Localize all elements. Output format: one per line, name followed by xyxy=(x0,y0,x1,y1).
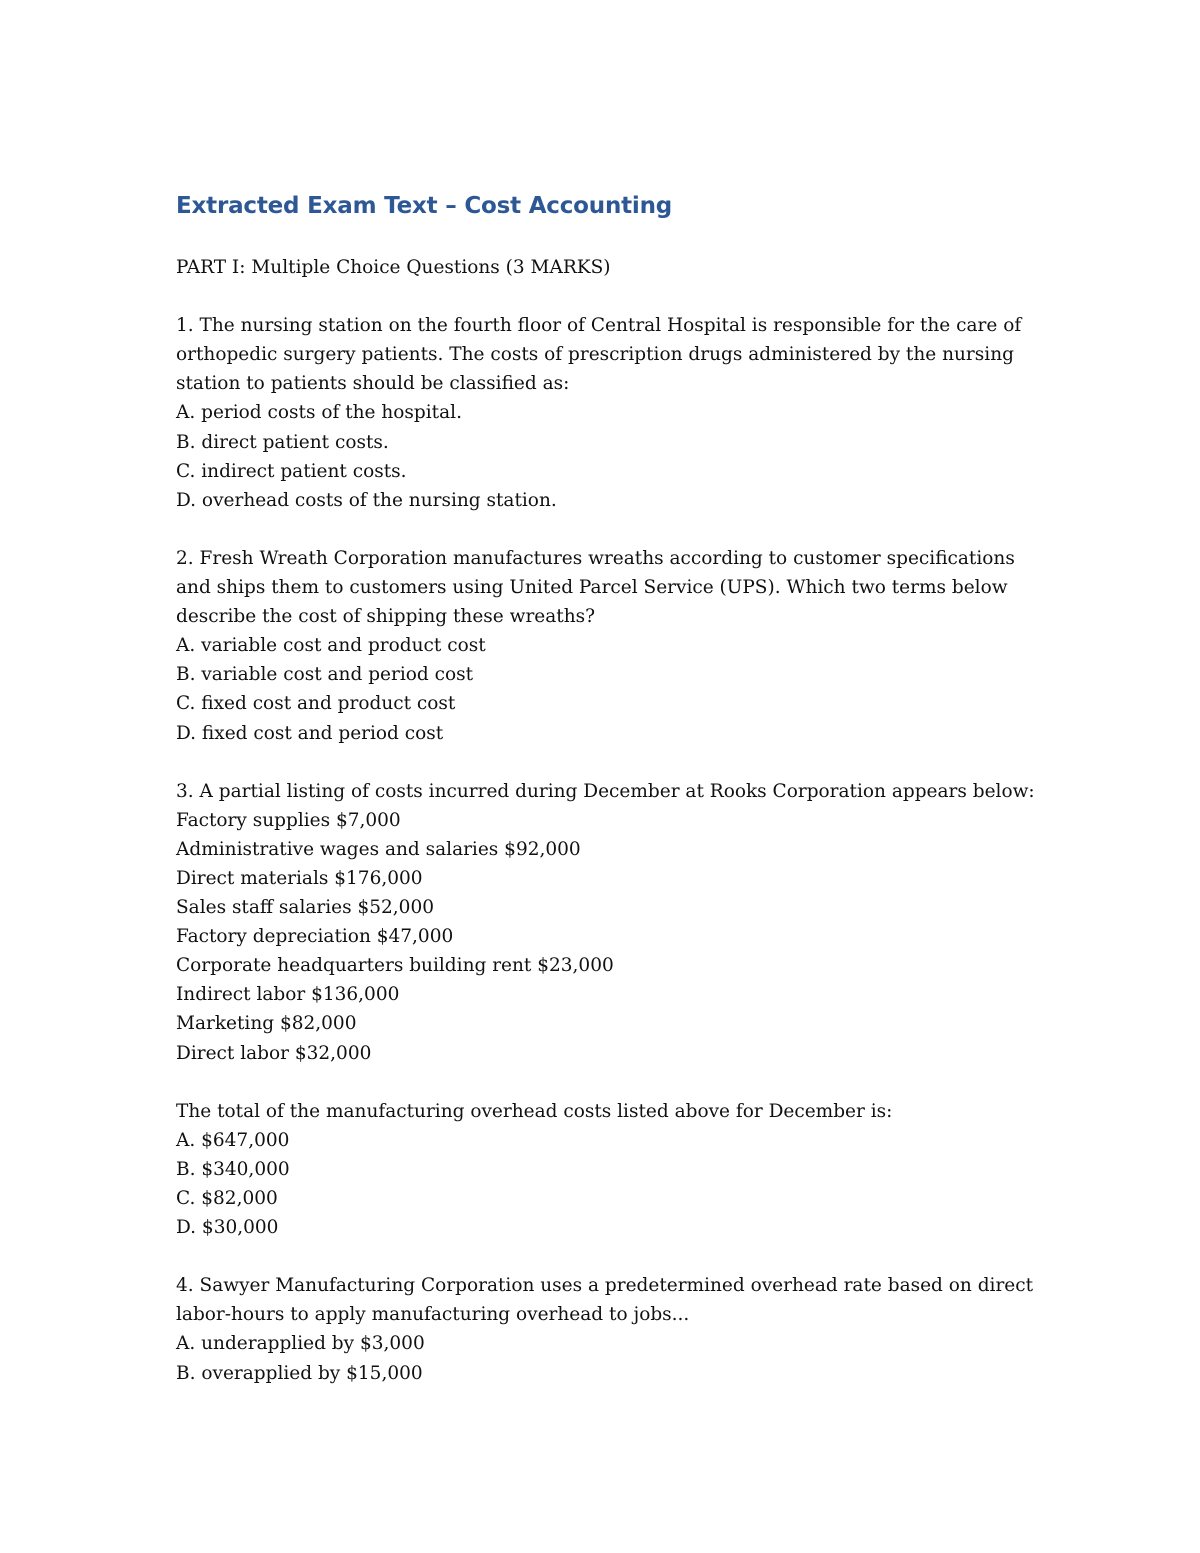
cost-item: Corporate headquarters building rent $23,000 xyxy=(176,955,614,977)
question-3 xyxy=(176,777,1035,1243)
question-stem-line: 4. Sawyer Manufacturing Corporation uses a predetermined overhead rate based on direct xyxy=(176,1275,1034,1297)
question-prompt: The total of the manufacturing overhead costs listed above for December is: xyxy=(176,1100,893,1122)
answer-option: B. direct patient costs. xyxy=(176,431,389,453)
cost-item: Sales staff salaries $52,000 xyxy=(176,897,434,919)
spacer xyxy=(176,1242,1026,1271)
question-stem-line: 2. Fresh Wreath Corporation manufactures wreaths according to customer specifications xyxy=(176,547,1015,569)
answer-option: D. $30,000 xyxy=(176,1217,279,1239)
answer-option: B. variable cost and period cost xyxy=(176,664,474,686)
cost-item: Administrative wages and salaries $92,000 xyxy=(176,838,581,860)
cost-item: Direct labor $32,000 xyxy=(176,1042,372,1064)
question-1 xyxy=(176,311,1026,515)
answer-option: B. $340,000 xyxy=(176,1158,290,1180)
spacer xyxy=(176,515,1026,544)
question-4 xyxy=(176,1271,1034,1387)
answer-option: B. overapplied by $15,000 xyxy=(176,1362,423,1384)
cost-item: Indirect labor $136,000 xyxy=(176,984,400,1006)
answer-option: A. $647,000 xyxy=(176,1129,290,1151)
answer-option: C. $82,000 xyxy=(176,1188,278,1209)
question-stem-line: labor-hours to apply manufacturing overhead to jobs... xyxy=(176,1304,690,1326)
answer-option: A. variable cost and product cost xyxy=(176,635,486,657)
question-2 xyxy=(176,544,1026,748)
answer-option: A. underapplied by $3,000 xyxy=(176,1333,425,1355)
part-heading: PART I: Multiple Choice Questions (3 MARKS) xyxy=(176,257,611,278)
answer-option: A. period costs of the hospital. xyxy=(176,402,462,424)
spacer xyxy=(176,748,1026,777)
question-stem-line: orthopedic surgery patients. The costs of prescription drugs administered by the nursing xyxy=(176,344,1014,366)
document-body xyxy=(176,190,1035,1388)
answer-option: D. overhead costs of the nursing station. xyxy=(176,489,557,511)
question-stem-line: and ships them to customers using United Parcel Service (UPS). Which two terms below xyxy=(176,577,1008,599)
answer-option: C. indirect patient costs. xyxy=(176,460,407,482)
cost-item: Direct materials $176,000 xyxy=(176,867,423,889)
cost-item: Factory supplies $7,000 xyxy=(176,809,401,831)
spacer xyxy=(176,282,1026,311)
cost-item: Marketing $82,000 xyxy=(176,1013,357,1035)
question-stem-line: station to patients should be classified as: xyxy=(176,373,570,395)
cost-item: Factory depreciation $47,000 xyxy=(176,926,454,948)
spacer xyxy=(176,1068,1026,1097)
document-title: Extracted Exam Text – Cost Accounting xyxy=(176,193,673,219)
answer-option: D. fixed cost and period cost xyxy=(176,722,444,744)
answer-option: C. fixed cost and product cost xyxy=(176,693,456,715)
question-stem-line: describe the cost of shipping these wreaths? xyxy=(176,606,596,628)
question-stem-line: 1. The nursing station on the fourth floor of Central Hospital is responsible for the care of xyxy=(176,315,1022,337)
question-stem-line: 3. A partial listing of costs incurred during December at Rooks Corporation appears below: xyxy=(176,780,1035,802)
